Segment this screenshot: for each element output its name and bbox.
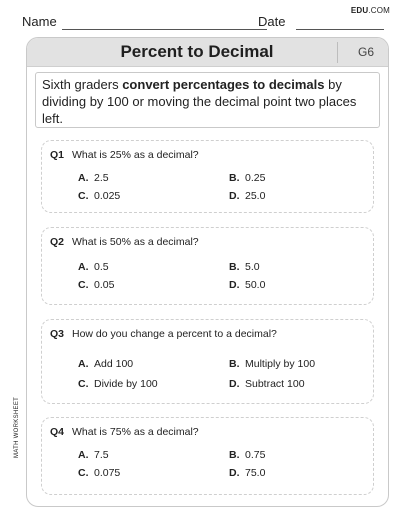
question-number: Q3 <box>50 328 65 340</box>
option-letter: B. <box>229 261 240 273</box>
option-letter: B. <box>229 358 240 370</box>
option-text: 0.5 <box>94 261 109 273</box>
date-label: Date <box>258 14 286 29</box>
question-text: What is 50% as a decimal? <box>72 236 199 248</box>
option-a[interactable] <box>78 261 109 273</box>
option-letter: C. <box>78 190 89 202</box>
option-b[interactable] <box>229 172 265 184</box>
option-text: Multiply by 100 <box>245 358 316 370</box>
option-c[interactable] <box>78 378 158 390</box>
option-text: 0.075 <box>94 467 121 479</box>
option-text: 0.05 <box>94 279 115 291</box>
option-b[interactable] <box>229 261 260 273</box>
option-text: 7.5 <box>94 449 109 461</box>
option-letter: A. <box>78 261 89 273</box>
option-letter: B. <box>229 172 240 184</box>
title-bar <box>27 38 388 67</box>
option-text: 0.025 <box>94 190 121 202</box>
question-number: Q1 <box>50 149 65 161</box>
option-text: Add 100 <box>94 358 134 370</box>
question-card-2 <box>41 227 374 305</box>
option-letter: A. <box>78 358 89 370</box>
option-a[interactable] <box>78 358 133 370</box>
grade-badge: G6 <box>357 45 374 59</box>
option-b[interactable] <box>229 449 265 461</box>
option-text: 75.0 <box>245 467 266 479</box>
side-label: MATH WORKSHEET <box>14 396 20 458</box>
option-text: 0.25 <box>245 172 266 184</box>
intro-box <box>35 72 380 128</box>
page-title: Percent to Decimal <box>120 42 274 61</box>
date-line[interactable] <box>296 29 384 30</box>
option-letter: D. <box>229 378 240 390</box>
option-letter: B. <box>229 449 240 461</box>
option-letter: A. <box>78 172 89 184</box>
option-letter: A. <box>78 449 89 461</box>
option-letter: D. <box>229 279 240 291</box>
name-date-row <box>22 14 382 32</box>
option-a[interactable] <box>78 449 109 461</box>
option-letter: C. <box>78 378 89 390</box>
option-text: Divide by 100 <box>94 378 158 390</box>
option-letter: D. <box>229 467 240 479</box>
option-text: Subtract 100 <box>245 378 305 390</box>
option-letter: C. <box>78 279 89 291</box>
question-card-3 <box>41 319 374 404</box>
option-letter: C. <box>78 467 89 479</box>
question-text: What is 25% as a decimal? <box>72 149 199 161</box>
option-text: 0.75 <box>245 449 266 461</box>
option-c[interactable] <box>78 279 114 291</box>
option-text: 25.0 <box>245 190 266 202</box>
option-d[interactable] <box>229 378 305 390</box>
question-card-1 <box>41 140 374 213</box>
intro-bold: convert percentages to decimals <box>122 77 325 92</box>
question-number: Q4 <box>50 426 65 438</box>
name-label: Name <box>22 14 57 29</box>
option-text: 50.0 <box>245 279 266 291</box>
name-line[interactable] <box>62 29 267 30</box>
option-c[interactable] <box>78 467 120 479</box>
option-letter: D. <box>229 190 240 202</box>
option-text: 2.5 <box>94 172 109 184</box>
option-d[interactable] <box>229 279 265 291</box>
option-a[interactable] <box>78 172 109 184</box>
question-text: What is 75% as a decimal? <box>72 426 199 438</box>
grade-divider <box>337 42 338 63</box>
brand-suffix: .COM <box>368 6 390 15</box>
option-d[interactable] <box>229 467 265 479</box>
option-b[interactable] <box>229 358 315 370</box>
intro-pre: Sixth graders <box>42 77 123 92</box>
question-number: Q2 <box>50 236 65 248</box>
option-text: 5.0 <box>245 261 260 273</box>
brand-name: EDU <box>350 6 369 15</box>
option-d[interactable] <box>229 190 265 202</box>
intro-post: by dividing by 100 or moving the decimal point two places left. <box>42 77 357 126</box>
option-c[interactable] <box>78 190 120 202</box>
question-text: How do you change a percent to a decimal? <box>72 328 277 340</box>
question-card-4 <box>41 417 374 495</box>
worksheet <box>26 37 389 507</box>
